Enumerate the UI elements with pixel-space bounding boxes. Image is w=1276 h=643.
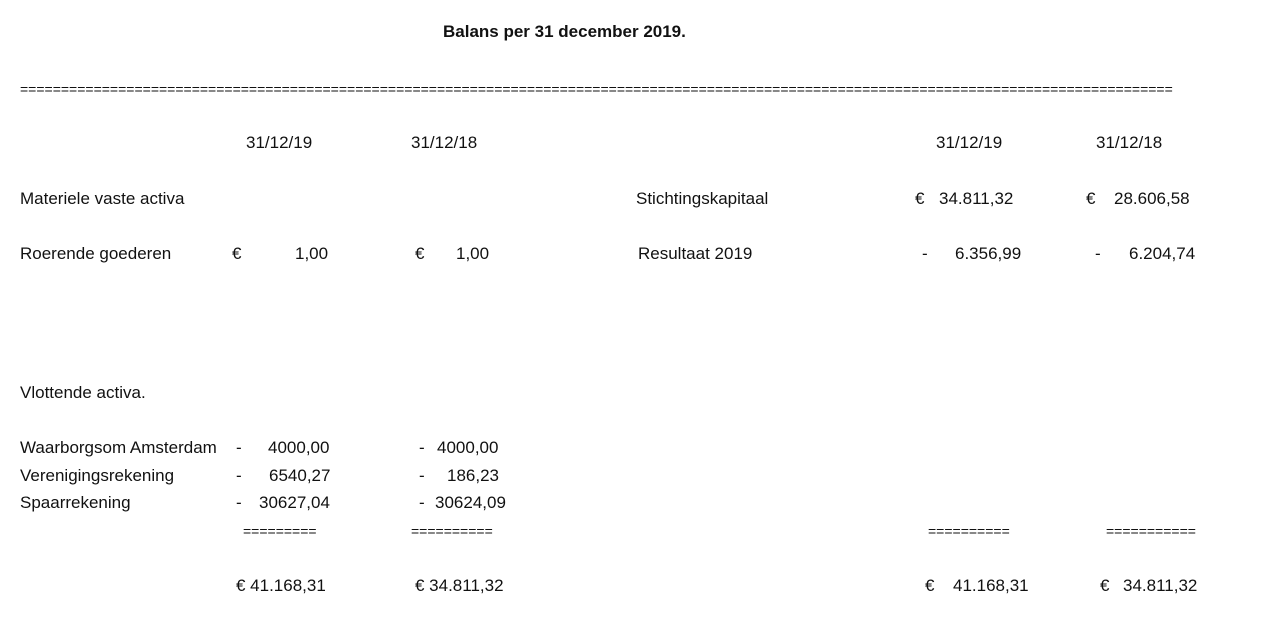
right-total-value-2019: 41.168,31 xyxy=(953,576,1029,595)
item-verenigingsrekening-value-2018: 186,23 xyxy=(447,466,499,485)
right-total-currency-2019: € xyxy=(925,576,935,595)
right-subtotal-rule-2019: ========== xyxy=(928,524,1010,538)
item-waarborgsom-sign-2018: - xyxy=(419,438,425,457)
left-total-2018: € 34.811,32 xyxy=(415,576,504,595)
item-verenigingsrekening-label: Verenigingsrekening xyxy=(20,466,175,485)
item-waarborgsom-label: Waarborgsom Amsterdam xyxy=(20,438,217,457)
roerende-value-2018: 1,00 xyxy=(456,244,490,263)
left-subtotal-rule-2018: ========== xyxy=(411,524,493,538)
item-waarborgsom-sign-2019: - xyxy=(236,438,242,457)
right-total-value-2018: 34.811,32 xyxy=(1123,576,1198,595)
right-header-2018: 31/12/18 xyxy=(1096,133,1163,152)
section-vlottende-activa: Vlottende activa. xyxy=(20,383,146,402)
resultaat-value-2018: 6.204,74 xyxy=(1129,244,1196,263)
kapitaal-label: Stichtingskapitaal xyxy=(636,189,769,208)
item-spaarrekening-sign-2018: - xyxy=(419,493,425,512)
kapitaal-currency-2019: € xyxy=(915,189,925,208)
page-title: Balans per 31 december 2019. xyxy=(443,22,686,41)
item-spaarrekening-label: Spaarrekening xyxy=(20,493,131,512)
item-spaarrekening-sign-2019: - xyxy=(236,493,242,512)
roerende-currency-2018: € xyxy=(415,244,425,263)
right-total-currency-2018: € xyxy=(1100,576,1110,595)
right-header-2019: 31/12/19 xyxy=(936,133,1003,152)
resultaat-sign-2018: - xyxy=(1095,244,1101,263)
resultaat-sign-2019: - xyxy=(922,244,928,263)
item-spaarrekening-value-2018: 30624,09 xyxy=(435,493,506,512)
item-spaarrekening-value-2019: 30627,04 xyxy=(259,493,330,512)
kapitaal-value-2019: 34.811,32 xyxy=(939,189,1014,208)
item-verenigingsrekening-value-2019: 6540,27 xyxy=(269,466,331,485)
left-header-2018: 31/12/18 xyxy=(411,133,478,152)
resultaat-value-2019: 6.356,99 xyxy=(955,244,1022,263)
resultaat-label: Resultaat 2019 xyxy=(638,244,753,263)
left-header-2019: 31/12/19 xyxy=(246,133,313,152)
roerende-currency-2019: € xyxy=(232,244,242,263)
left-total-2019: € 41.168,31 xyxy=(236,576,326,595)
item-waarborgsom-value-2019: 4000,00 xyxy=(268,438,330,457)
right-subtotal-rule-2018: =========== xyxy=(1106,524,1196,538)
top-divider: ============================================================================================================================================= xyxy=(20,82,1173,96)
item-verenigingsrekening-sign-2019: - xyxy=(236,466,242,485)
item-waarborgsom-value-2018: 4000,00 xyxy=(437,438,499,457)
section-materiele-vaste-activa: Materiele vaste activa xyxy=(20,189,185,208)
left-subtotal-rule-2019: ========= xyxy=(243,524,317,538)
item-verenigingsrekening-sign-2018: - xyxy=(419,466,425,485)
kapitaal-currency-2018: € xyxy=(1086,189,1096,208)
roerende-value-2019: 1,00 xyxy=(295,244,329,263)
roerende-label: Roerende goederen xyxy=(20,244,172,263)
kapitaal-value-2018: 28.606,58 xyxy=(1114,189,1190,208)
